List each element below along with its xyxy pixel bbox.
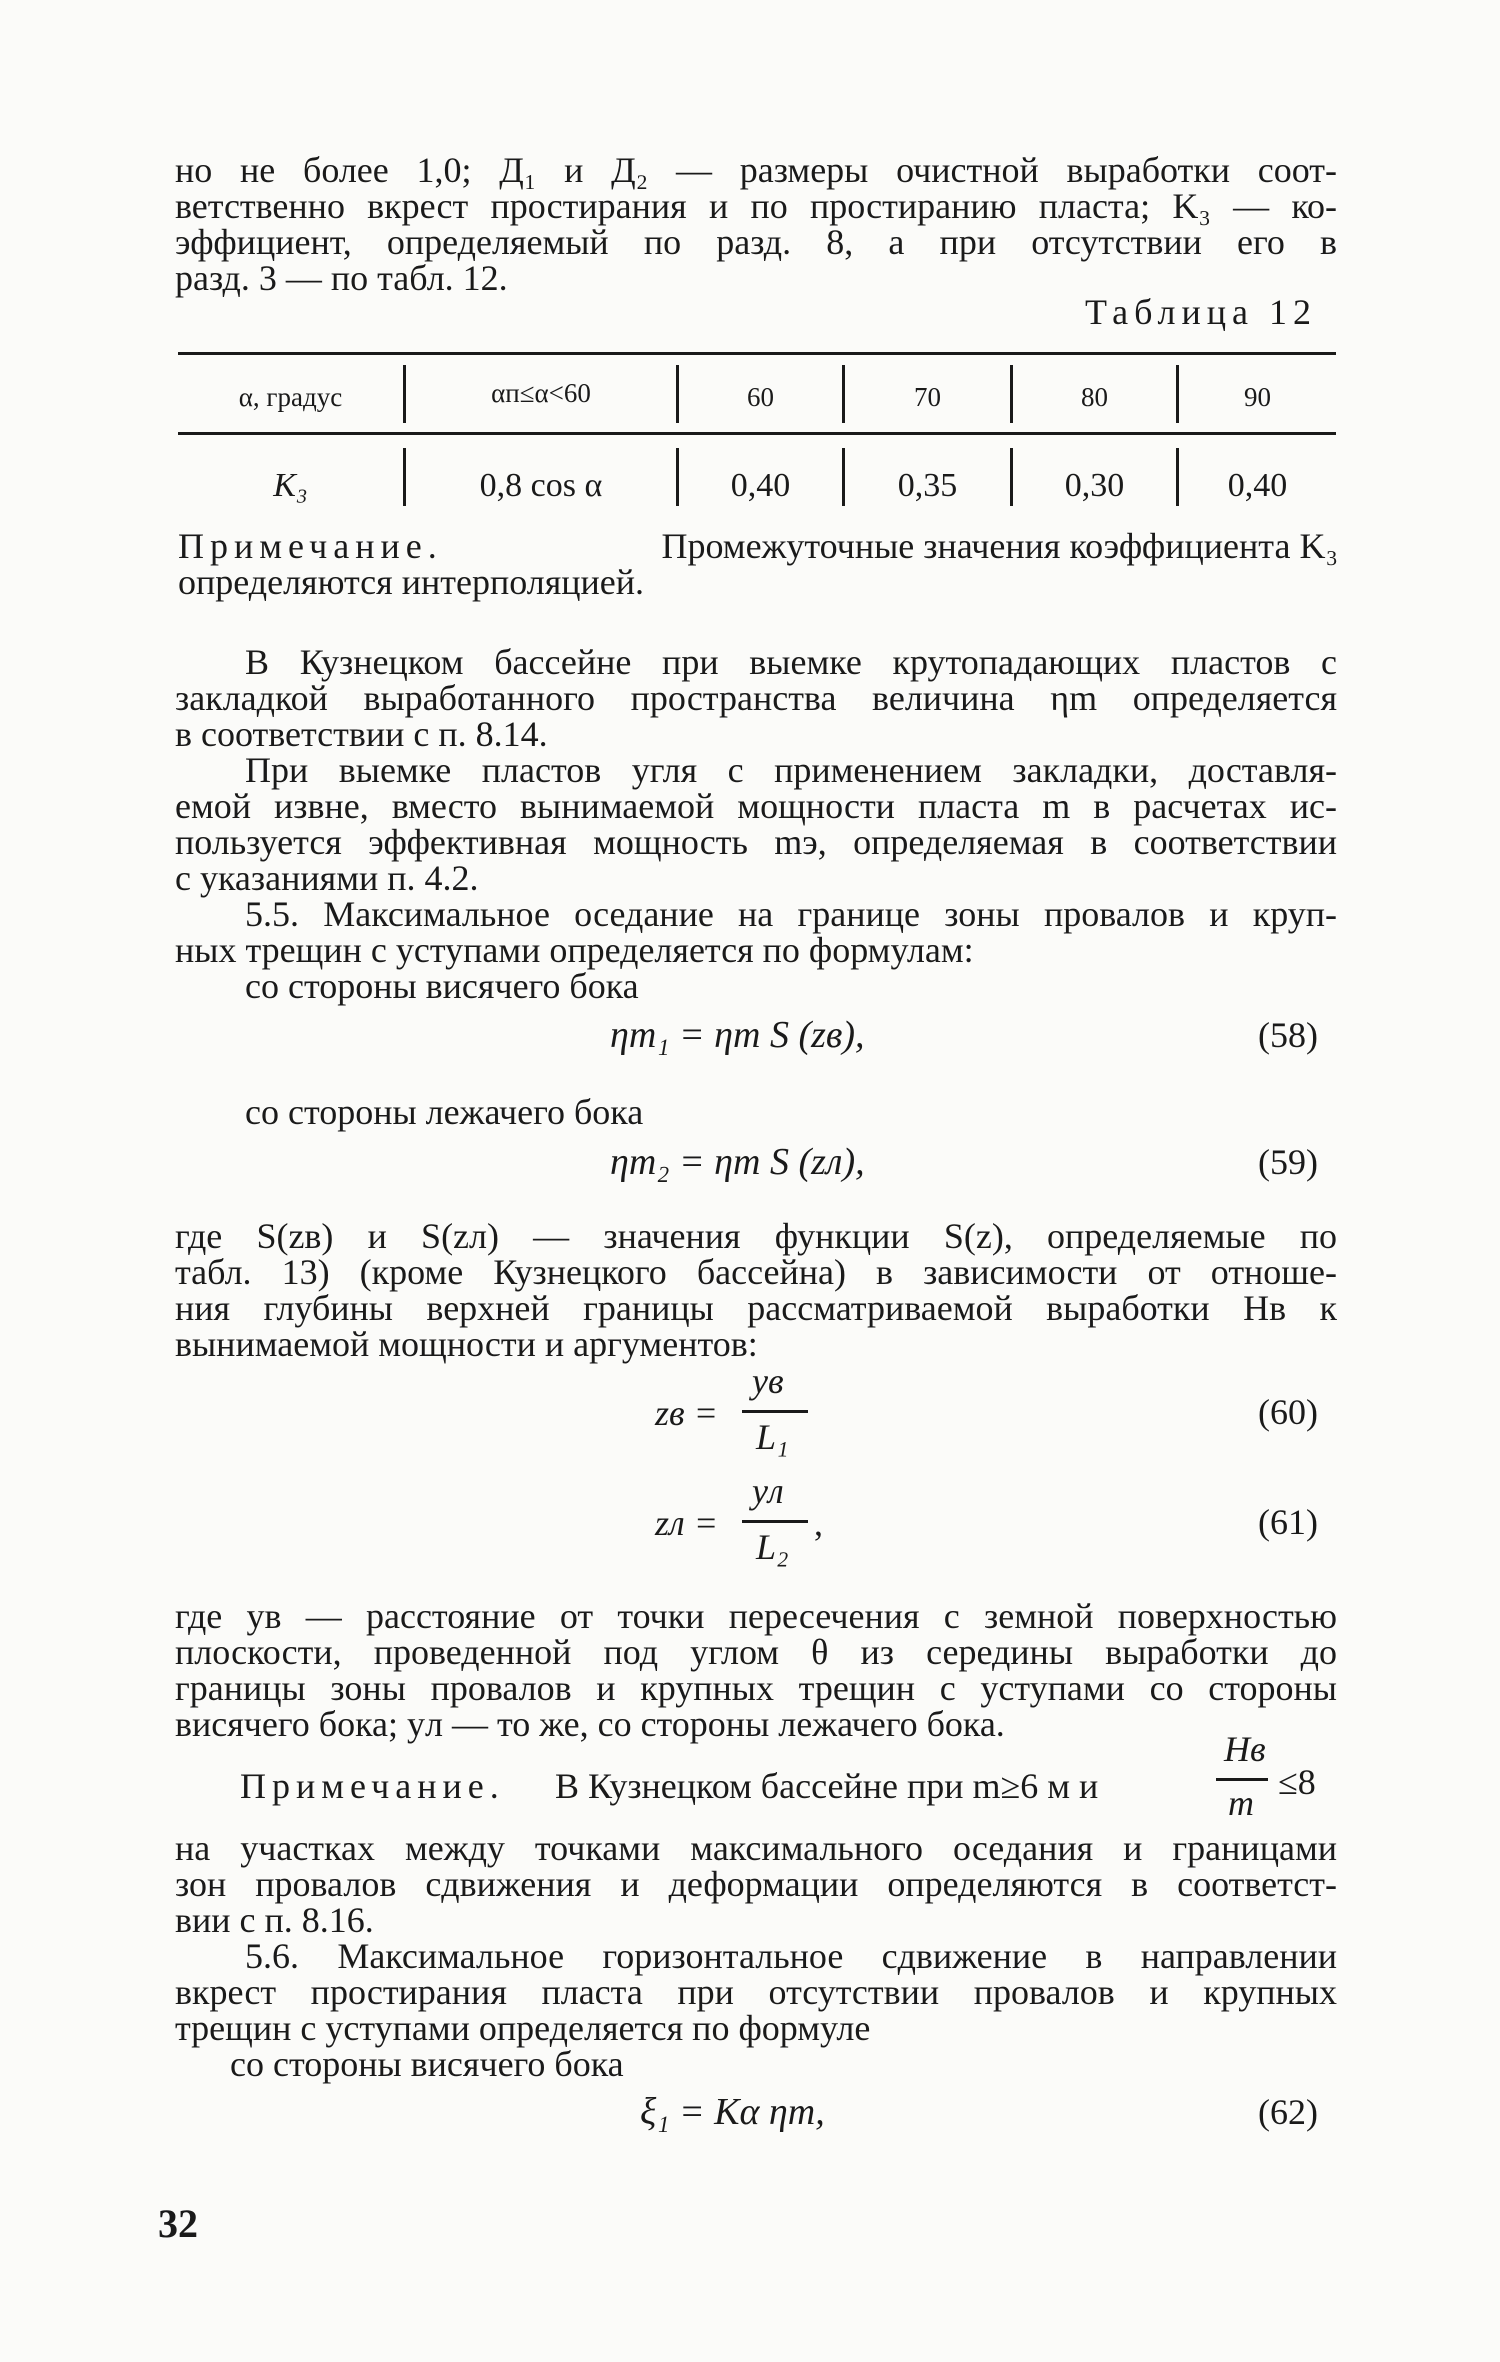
intro-line: эффициент, определяемый по разд. 8, а при отсутствии его в — [175, 222, 1337, 262]
para-line: где yв — расстояние от точки пересечения с земной поверхностью — [175, 1596, 1337, 1636]
note-label: Примечание. — [240, 1766, 505, 1806]
para-line: в соответствии с п. 8.14. — [175, 714, 548, 754]
para-line: В Кузнецком бассейне при выемке крутопадающих пластов с — [245, 642, 1337, 682]
formula-61-comma: , — [814, 1503, 823, 1543]
para-line: ных трещин с уступами определяется по формулам: — [175, 930, 974, 970]
table-note-label: Примечание. — [178, 526, 443, 566]
para-line: где S(zв) и S(zл) — значения функции S(z), определяемые по — [175, 1216, 1337, 1256]
table-header-cell: 90 — [1244, 382, 1271, 412]
section-5-5-line: 5.5. Максимальное оседание на границе зоны провалов и круп- — [245, 894, 1337, 934]
equation-number: (59) — [1258, 1142, 1318, 1182]
para-line: ния глубины верхней границы рассматриваемой выработки Hв к — [175, 1288, 1337, 1328]
table-cell: 0,30 — [1064, 467, 1125, 504]
formula-60-denominator: L₁ — [756, 1417, 789, 1457]
table-cell: 0,8 cos α — [479, 467, 603, 504]
fraction-bar — [742, 1410, 808, 1413]
table-caption: Таблица 12 — [1085, 292, 1317, 332]
formula-60-numerator: yв — [752, 1361, 784, 1401]
page-number: 32 — [158, 2201, 198, 2246]
formula-61-denominator: L₂ — [756, 1527, 789, 1567]
para-line: вкрест простирания пласта при отсутствии провалов и крупных — [175, 1972, 1337, 2012]
formula-61-numerator: yл — [752, 1471, 784, 1511]
fraction-bar — [1216, 1778, 1268, 1781]
table-row-label: K₃ — [273, 467, 308, 504]
para-line: зон провалов сдвижения и деформации определяются в соответст- — [175, 1864, 1337, 1904]
para-line: на участках между точками максимального оседания и границами — [175, 1828, 1337, 1868]
formula-58: ηm₁ = ηm S (zв), — [610, 1014, 865, 1056]
table-cell: 0,40 — [1227, 467, 1288, 504]
intro-line: разд. 3 — по табл. 12. — [175, 258, 508, 298]
formula-59: ηm₂ = ηm S (zл), — [610, 1141, 865, 1183]
para-line: При выемке пластов угля с применением закладки, доставля- — [245, 750, 1337, 790]
para-line: границы зоны провалов и крупных трещин с уступами со стороны — [175, 1668, 1337, 1708]
section-5-6-line: 5.6. Максимальное горизонтальное сдвижение в направлении — [245, 1936, 1337, 1976]
note-text: В Кузнецком бассейне при m≥6 м и — [555, 1766, 1099, 1806]
table-mid-rule — [178, 432, 1336, 435]
para-line: табл. 13) (кроме Кузнецкого бассейна) в зависимости от отноше- — [175, 1252, 1337, 1292]
para-line: закладкой выработанного пространства величина ηm определяется — [175, 678, 1337, 718]
para-line: емой извне, вместо вынимаемой мощности пласта m в расчетах ис- — [175, 786, 1337, 826]
table-cell: 0,40 — [730, 467, 791, 504]
formula-62: ξ₁ = Kα ηm, — [640, 2091, 825, 2133]
table-note-text: Промежуточные значения коэффициента K₃ — [661, 526, 1338, 566]
formula-61-lhs: zл = — [655, 1503, 718, 1543]
equation-number: (61) — [1258, 1502, 1318, 1542]
para-line: трещин с уступами определяется по формуле — [175, 2008, 871, 2048]
note-fraction-numerator: Hв — [1224, 1729, 1266, 1769]
para-line: плоскости, проведенной под углом θ из середины выработки до — [175, 1632, 1337, 1672]
table-header-cell: 60 — [747, 382, 774, 412]
formula-60-lhs: zв = — [655, 1393, 718, 1433]
table-header-cell: α, градус — [238, 382, 343, 412]
table-top-rule — [178, 352, 1336, 355]
intro-line: но не более 1,0; Д₁ и Д₂ — размеры очистной выработки соот- — [175, 150, 1337, 190]
para-line: пользуется эффективная мощность mэ, определяемая в соответствии — [175, 822, 1337, 862]
para-line: вынимаемой мощности и аргументов: — [175, 1324, 758, 1364]
equation-number: (62) — [1258, 2092, 1318, 2132]
table-header-cell: αп≤α<60 — [491, 378, 591, 408]
equation-number: (60) — [1258, 1392, 1318, 1432]
table-cell: 0,35 — [897, 467, 958, 504]
para-line: вии с п. 8.16. — [175, 1900, 374, 1940]
table-note-line: определяются интерполяцией. — [178, 562, 645, 602]
table-note-line — [178, 526, 1338, 566]
note-tail: ≤8 — [1278, 1762, 1316, 1802]
para-line: со стороны лежачего бока — [245, 1092, 644, 1132]
para-line: висячего бока; yл — то же, со стороны лежачего бока. — [175, 1704, 1005, 1744]
para-line: со стороны висячего бока — [245, 966, 639, 1006]
para-line: с указаниями п. 4.2. — [175, 858, 479, 898]
fraction-bar — [742, 1520, 808, 1523]
table-header-cell: 70 — [914, 382, 941, 412]
intro-line: ветственно вкрест простирания и по простиранию пласта; K₃ — ко- — [175, 186, 1337, 226]
note-fraction-denominator: m — [1228, 1783, 1254, 1823]
para-line: со стороны висячего бока — [230, 2044, 624, 2084]
table-header-cell: 80 — [1081, 382, 1108, 412]
equation-number: (58) — [1258, 1015, 1318, 1055]
